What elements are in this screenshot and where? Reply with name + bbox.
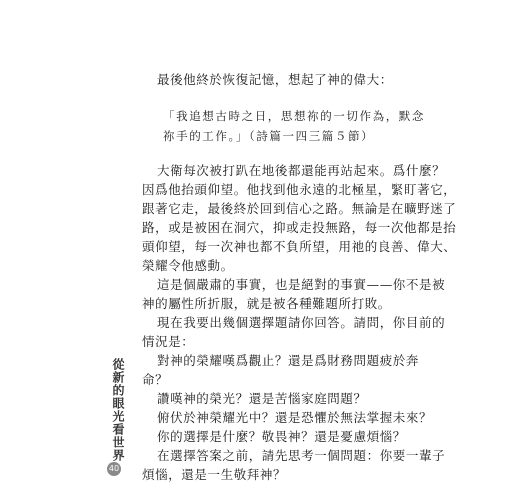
question-line: 對神的榮耀嘆爲觀止？還是爲財務問題疲於奔 — [157, 353, 420, 368]
question-line: 你的選擇是什麼？敬畏神？還是憂慮煩惱？ — [157, 429, 406, 444]
paragraph-line: 神的屬性所折服，就是被各種難題所打敗。 — [142, 296, 391, 311]
paragraph-line: 榮耀令他感動。 — [142, 258, 234, 273]
paragraph-line: 情況是： — [142, 334, 195, 349]
page-number-badge: 40 — [107, 462, 121, 476]
question-line: 俯伏於神榮耀光中？還是恐懼於無法掌握未來？ — [157, 410, 433, 425]
paragraph-line: 因爲他抬頭仰望。他找到他永遠的北極星，緊盯著它， — [142, 182, 457, 197]
paragraph-line: 這是個嚴肅的事實，也是絕對的事實——你不是被 — [157, 277, 446, 292]
scripture-quote-line-2: 祢手的工作。」（詩篇一四三篇５節） — [163, 129, 375, 143]
paragraph-line: 現在我要出幾個選擇題請你回答。請問，你目前的 — [157, 315, 446, 330]
paragraph-line: 在選擇答案之前，請先思考一個問題：你要一輩子 — [157, 448, 446, 463]
text-line-intro: 最後他終於恢復記憶，想起了神的偉大： — [157, 72, 393, 87]
question-line: 命？ — [142, 372, 169, 387]
paragraph-line: 大衛每次被打趴在地後都還能再站起來。爲什麼？ — [157, 163, 446, 178]
paragraph-line: 煩惱，還是一生敬拜神？ — [142, 467, 287, 482]
running-title: 從新的眼光看世界 — [111, 358, 125, 462]
scripture-quote-line-1: 「我追想古時之日，思想祢的一切作為，默念 — [163, 109, 425, 123]
paragraph-line: 頭仰望，每一次神也都不負所望，用祂的良善、偉大、 — [142, 239, 457, 254]
question-line: 讚嘆神的榮光？還是苦惱家庭問題？ — [157, 391, 367, 406]
paragraph-line: 路，或是被困在洞穴，抑或走投無路，每一次他都是抬 — [142, 220, 457, 235]
paragraph-line: 跟著它走，最後終於回到信心之路。無論是在曠野迷了 — [142, 201, 457, 216]
